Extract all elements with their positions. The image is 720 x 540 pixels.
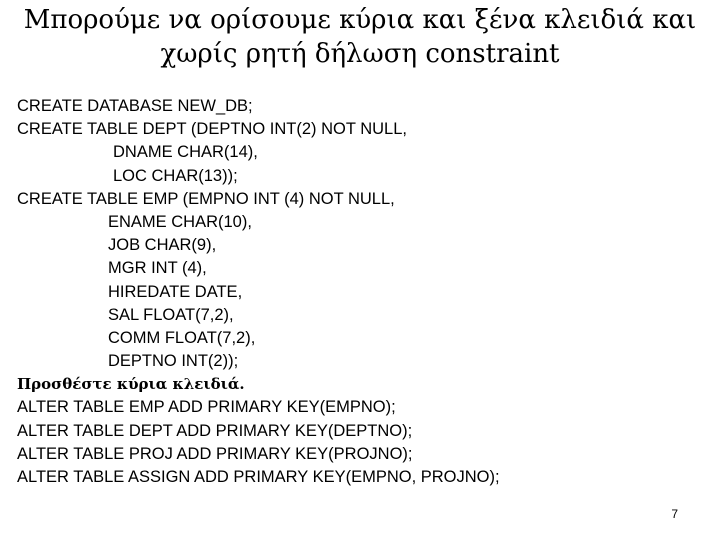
code-line: LOC CHAR(13)); <box>113 166 238 185</box>
code-line: ENAME CHAR(10), <box>108 212 252 231</box>
sql-code-block <box>17 95 707 489</box>
code-line: HIREDATE DATE, <box>108 282 243 301</box>
slide-title-line-1: Μπορούμε να ορίσουμε κύρια και ξένα κλειδιά και <box>23 5 697 35</box>
code-line: ALTER TABLE EMP ADD PRIMARY KEY(EMPNO); <box>17 398 396 417</box>
slide-title-line-2: χωρίς ρητή δήλωση constraint <box>160 39 560 69</box>
code-line: SAL FLOAT(7,2), <box>108 305 234 324</box>
code-line: MGR INT (4), <box>108 259 207 278</box>
code-line: DNAME CHAR(14), <box>113 143 258 162</box>
code-line: CREATE TABLE EMP (EMPNO INT (4) NOT NULL, <box>17 189 395 208</box>
page-number: 7 <box>671 507 678 521</box>
code-line: COMM FLOAT(7,2), <box>108 328 256 347</box>
section-heading: Προσθέστε κύρια κλειδιά. <box>17 375 245 394</box>
code-line: ALTER TABLE PROJ ADD PRIMARY KEY(PROJNO); <box>17 444 413 463</box>
code-line: JOB CHAR(9), <box>108 236 217 255</box>
slide-title <box>20 0 700 71</box>
code-line: ALTER TABLE ASSIGN ADD PRIMARY KEY(EMPNO, PROJNO); <box>17 468 500 486</box>
code-line: DEPTNO INT(2)); <box>108 352 239 371</box>
code-line: ALTER TABLE DEPT ADD PRIMARY KEY(DEPTNO); <box>17 421 413 440</box>
code-line: CREATE DATABASE NEW_DB; <box>17 97 253 115</box>
code-line: CREATE TABLE DEPT (DEPTNO INT(2) NOT NULL, <box>17 120 407 139</box>
